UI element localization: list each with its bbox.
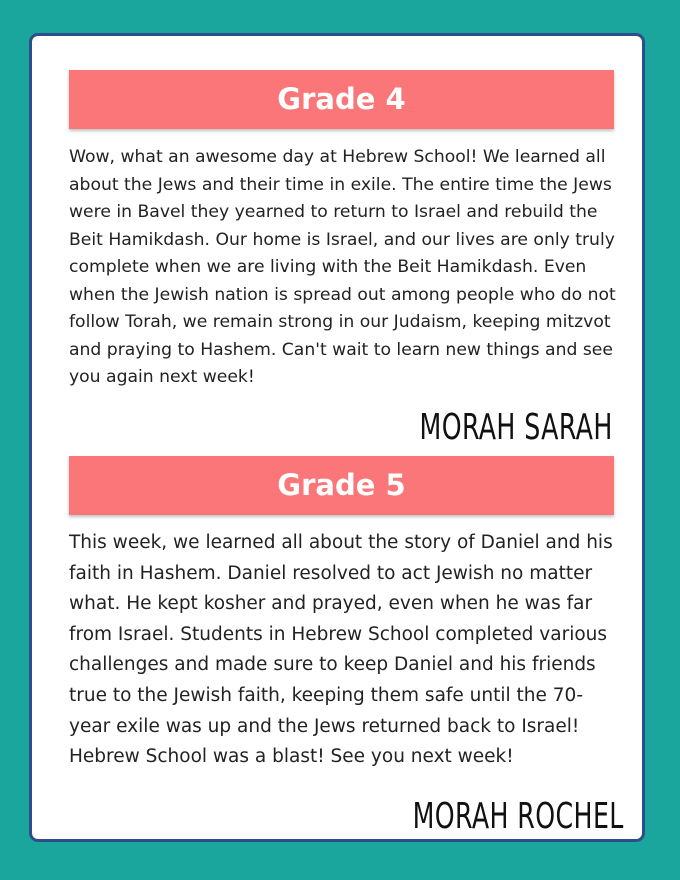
grade-5-signature: MORAH ROCHEL — [412, 796, 624, 837]
grade-4-heading: Grade 4 — [69, 70, 614, 129]
newsletter-card — [29, 33, 645, 842]
grade-4-body: Wow, what an awesome day at Hebrew School! We learned all about the Jews and their time in exile. The entire time the Jews were in Bavel they yearned to return to Israel and rebuild the Beit Hamikdash. Our home is Israel, and our lives are only truly complete when we are living with the Beit Hamikdash. Even when the Jewish nation is spread out among people who do not follow Torah, we remain strong in our Judaism, keeping mitzvot and praying to Hashem. Can't wait to learn new things and see you again next week! — [69, 147, 616, 387]
grade-5-heading: Grade 5 — [69, 456, 614, 515]
grade-4-signature: MORAH SARAH — [419, 407, 613, 448]
grade-5-body: This week, we learned all about the story of Daniel and his faith in Hashem. Daniel resolved to act Jewish no matter what. He kept kosher and prayed, even when he was far from Israel. Students in Hebrew School completed various challenges and made sure to keep Daniel and his friends true to the Jewish faith, keeping them safe until the 70- year exile was up and the Jews returned back to Israel! Hebrew School was a blast! See you next week! — [69, 532, 613, 768]
